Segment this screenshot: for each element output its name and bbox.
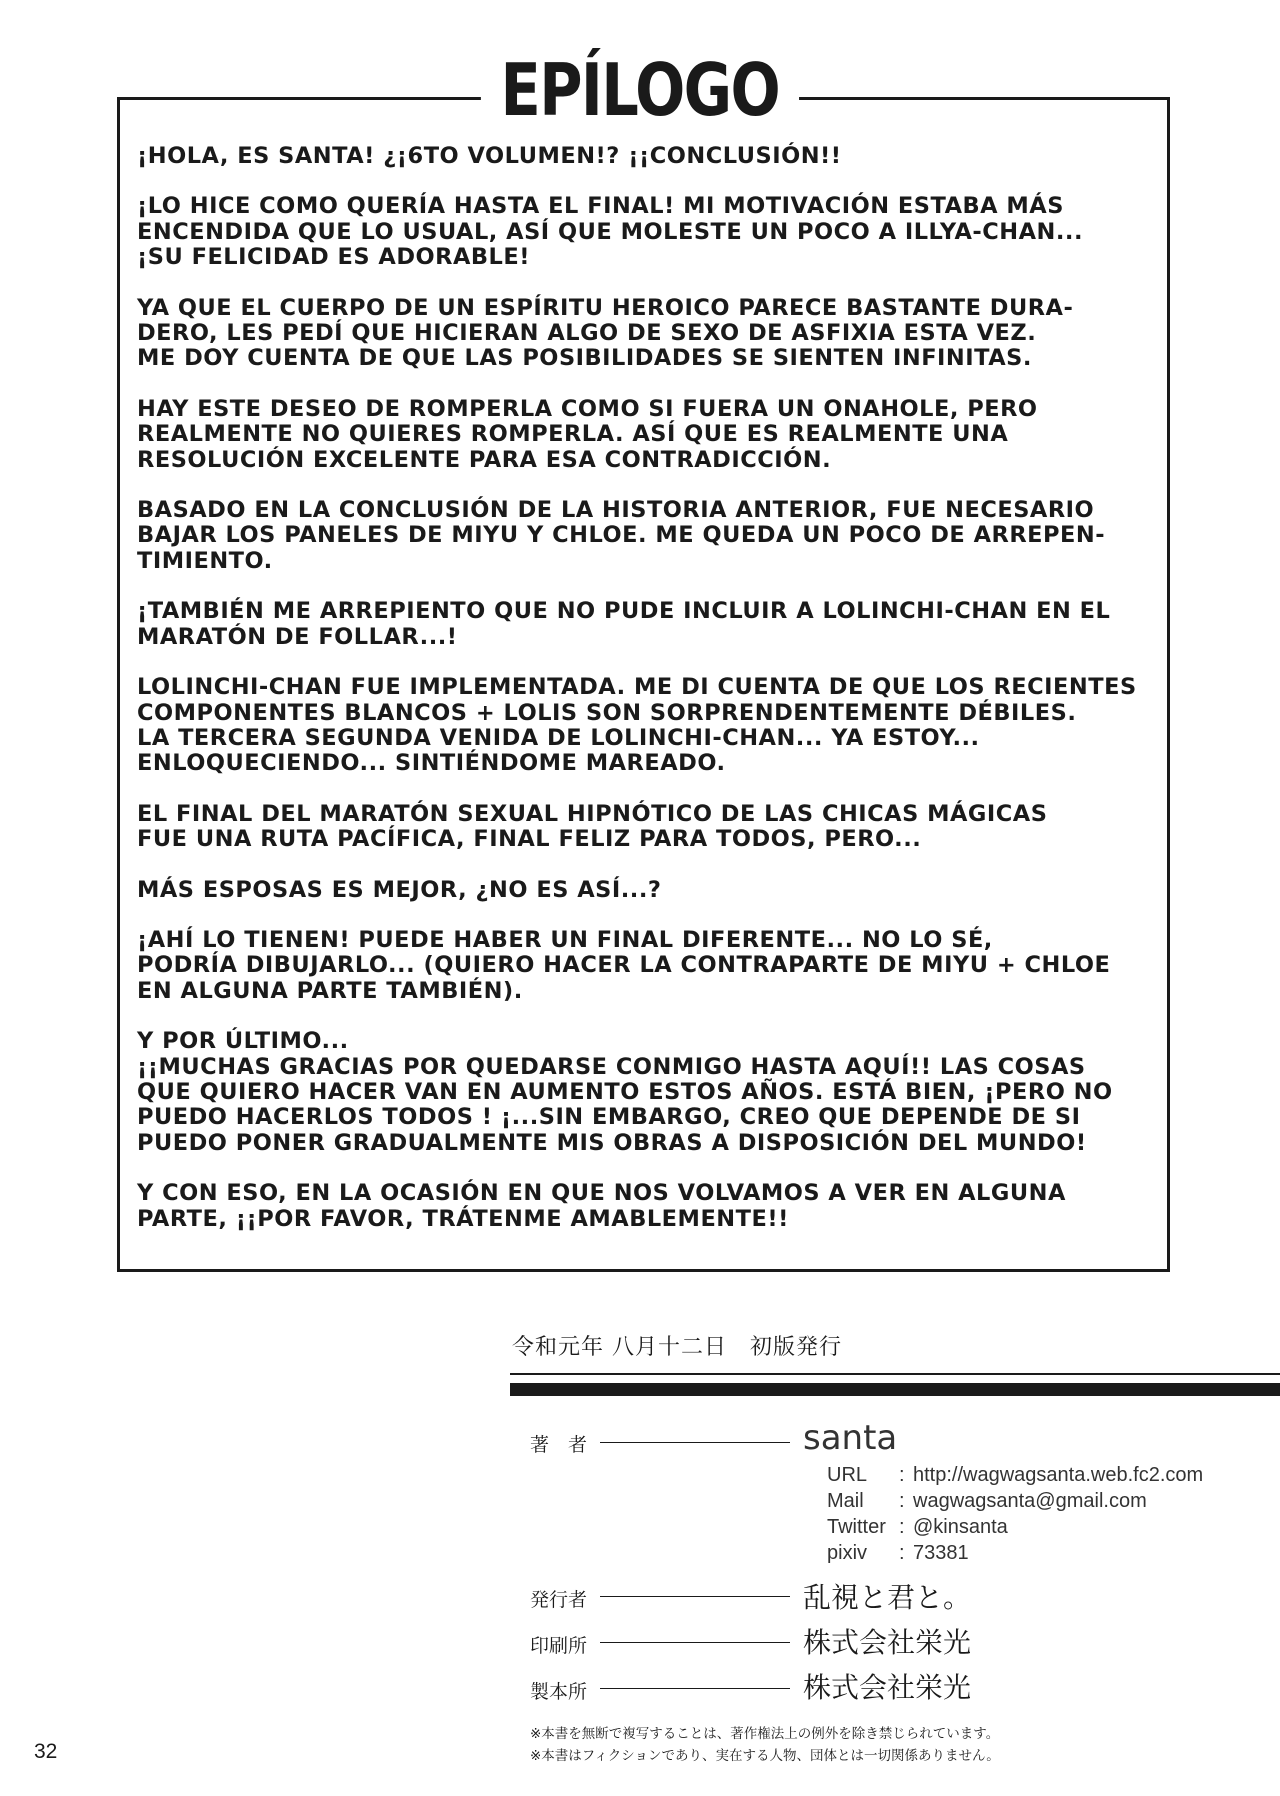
epilogue-title: EPÍLOGO	[481, 40, 799, 140]
contact-value: 73381	[913, 1542, 969, 1564]
epilogue-title-wrap	[0, 40, 1280, 140]
printer-label: 印刷所	[530, 1635, 588, 1657]
contact-key: Mail	[827, 1490, 864, 1512]
epilogue-paragraph: BASADO EN LA CONCLUSIÓN DE LA HISTORIA ANTERIOR, FUE NECESARIO BAJAR LOS PANELES DE MIYU Y CHLOE. ME QUEDA UN POCO DE ARREPEN- TIMIENTO.	[137, 497, 1106, 574]
epilogue-paragraph: HAY ESTE DESEO DE ROMPERLA COMO SI FUERA UN ONAHOLE, PERO REALMENTE NO QUIERES ROMPERLA. ASÍ QUE ES REALMENTE UNA RESOLUCIÓN EXCELENTE PARA ESA CONTRADICCIÓN.	[137, 395, 1038, 473]
contact-value: @kinsanta	[913, 1516, 1008, 1538]
page-number: 32	[34, 1740, 58, 1763]
contact-key: URL	[827, 1464, 868, 1486]
author-name: santa	[803, 1418, 898, 1458]
epilogue-paragraph: Y POR ÚLTIMO... ¡¡MUCHAS GRACIAS POR QUEDARSE CONMIGO HASTA AQUÍ!! LAS COSAS QUE QUIERO HACER VAN EN AUMENTO ESTOS AÑOS. ESTÁ BIEN, ¡PERO NO PUEDO HACERLOS TODOS ! ¡...SIN EMBARGO, CREO QUE DEPENDE DE SI PUEDO PONER GRADUALMENTE MIS OBRAS A DISPOSICIÓN DEL MUNDO!	[137, 1028, 1113, 1156]
binder-leader-line	[600, 1688, 790, 1689]
epilogue-paragraph: LOLINCHI-CHAN FUE IMPLEMENTADA. ME DI CUENTA DE QUE LOS RECIENTES COMPONENTES BLANCOS + LOLIS SON SORPRENDENTEMENTE DÉBILES. LA TERCERA SEGUNDA VENIDA DE LOLINCHI-CHAN... YA ESTOY... ENLOQUECIENDO... SINTIÉNDOME MAREADO.	[137, 674, 1137, 777]
fiction-notice: ※本書はフィクションであり、実在する人物、団体とは一切関係ありません。	[530, 1748, 1000, 1764]
printer-leader-line	[600, 1642, 790, 1643]
publisher-leader-line	[600, 1596, 790, 1597]
author-leader-line	[600, 1442, 790, 1443]
epilogue-paragraph: ¡TAMBIÉN ME ARREPIENTO QUE NO PUDE INCLUIR A LOLINCHI-CHAN EN EL MARATÓN DE FOLLAR...!	[137, 598, 1111, 650]
publisher-value: 乱視と君と。	[803, 1581, 972, 1614]
epilogue-paragraph: EL FINAL DEL MARATÓN SEXUAL HIPNÓTICO DE LAS CHICAS MÁGICAS FUE UNA RUTA PACÍFICA, FINAL FELIZ PARA TODOS, PERO...	[137, 800, 1048, 853]
epilogue-paragraph: ¡HOLA, ES SANTA! ¿¡6TO VOLUMEN!? ¡¡CONCLUSIÓN!!	[137, 143, 842, 169]
contact-key: Twitter	[827, 1516, 886, 1538]
binder-value: 株式会社栄光	[803, 1671, 972, 1704]
epilogue-paragraph: MÁS ESPOSAS ES MEJOR, ¿NO ES ASÍ...?	[137, 876, 662, 903]
colophon-divider-thick	[510, 1383, 1280, 1396]
publication-date: 令和元年 八月十二日 初版発行	[512, 1335, 842, 1360]
contact-key: pixiv	[827, 1542, 868, 1564]
contact-twitter: Twitter : @kinsanta	[827, 1516, 1008, 1538]
epilogue-body	[137, 144, 1147, 1257]
colophon-divider-thin	[510, 1373, 1280, 1375]
contact-value: http://wagwagsanta.web.fc2.com	[913, 1464, 1204, 1486]
epilogue-paragraph: ¡LO HICE COMO QUERÍA HASTA EL FINAL! MI MOTIVACIÓN ESTABA MÁS ENCENDIDA QUE LO USUAL, ASÍ QUE MOLESTE UN POCO A ILLYA-CHAN... ¡SU FELICIDAD ES ADORABLE!	[137, 193, 1084, 271]
contact-mail: Mail : wagwagsanta@gmail.com	[827, 1490, 1147, 1512]
contact-pixiv: pixiv : 73381	[827, 1542, 969, 1564]
copyright-notice: ※本書を無断で複写することは、著作権法上の例外を除き禁じられています。	[530, 1726, 1000, 1742]
printer-value: 株式会社栄光	[803, 1626, 972, 1659]
publisher-label: 発行者	[530, 1589, 588, 1611]
author-label: 著 者	[530, 1434, 588, 1456]
contact-value: wagwagsanta@gmail.com	[913, 1490, 1147, 1512]
contact-url: URL : http://wagwagsanta.web.fc2.com	[827, 1464, 1204, 1486]
epilogue-paragraph: ¡AHÍ LO TIENEN! PUEDE HABER UN FINAL DIFERENTE... NO LO SÉ, PODRÍA DIBUJARLO... (QUIERO HACER LA CONTRAPARTE DE MIYU + CHLOE EN ALGUNA PARTE TAMBIÉN).	[137, 926, 1111, 1004]
epilogue-paragraph: Y CON ESO, EN LA OCASIÓN EN QUE NOS VOLVAMOS A VER EN ALGUNA PARTE, ¡¡POR FAVOR, TRÁTENME AMABLEMENTE!!	[137, 1180, 1066, 1232]
epilogue-paragraph: YA QUE EL CUERPO DE UN ESPÍRITU HEROICO PARECE BASTANTE DURA- DERO, LES PEDÍ QUE HICIERAN ALGO DE SEXO DE ASFIXIA ESTA VEZ. ME DOY CUENTA DE QUE LAS POSIBILIDADES SE SIENTEN INFINITAS.	[137, 294, 1074, 372]
binder-label: 製本所	[530, 1681, 588, 1703]
